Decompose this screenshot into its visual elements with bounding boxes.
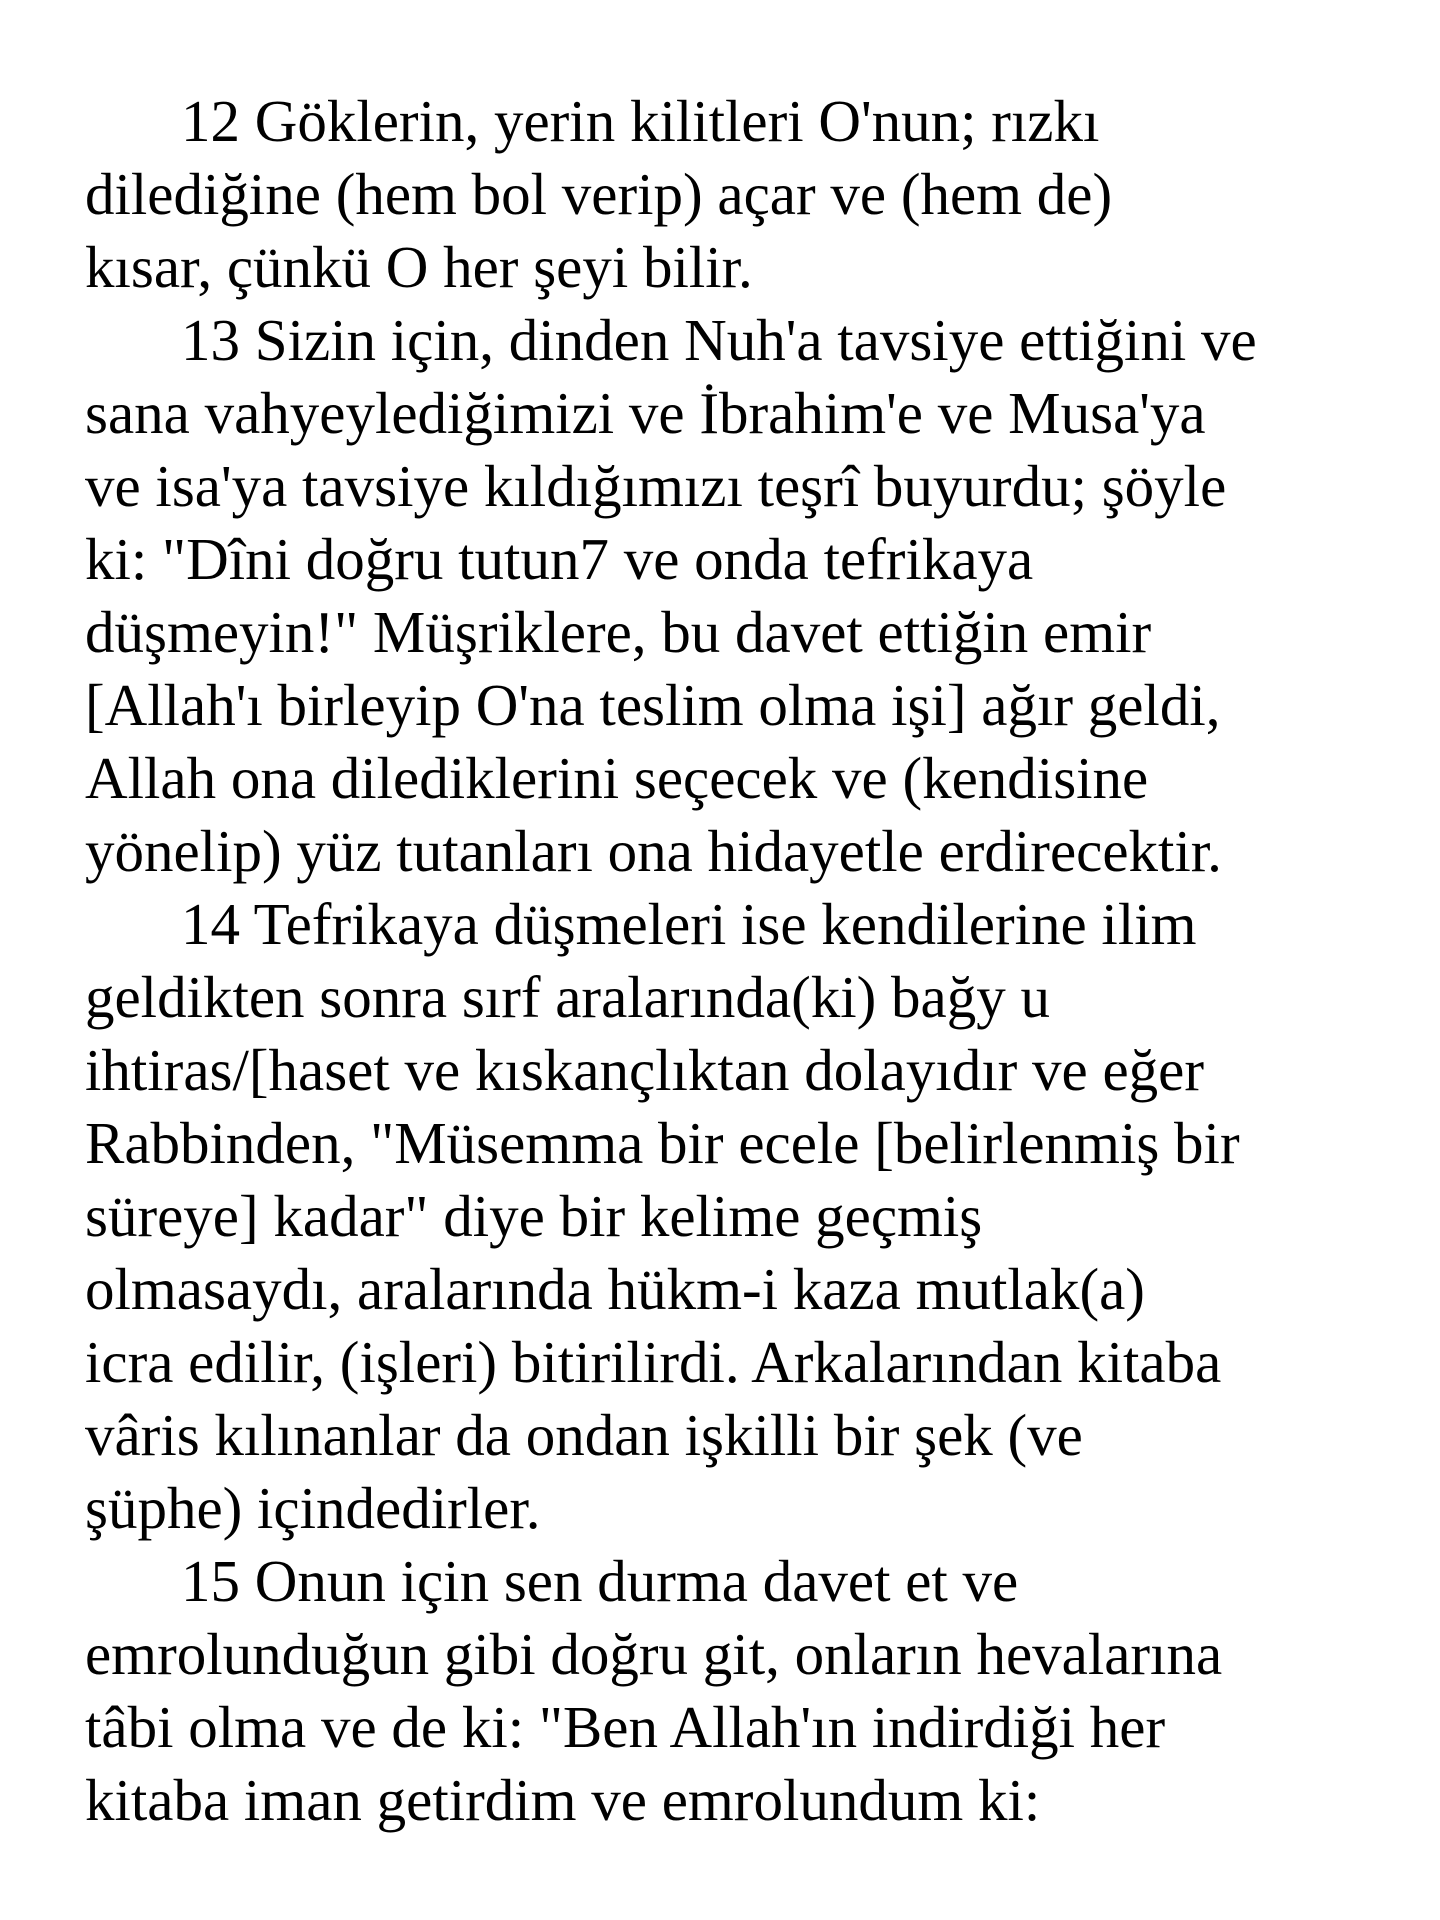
text-line: Rabbinden, "Müsemma bir ecele [belirlenmiş bir [85, 1110, 1240, 1176]
text-line: kitaba iman getirdim ve emrolundum ki: [85, 1767, 1041, 1833]
text-line: icra edilir, (işleri) bitirilirdi. Arkalarından kitaba [85, 1329, 1222, 1395]
text-line: dilediğine (hem bol verip) açar ve (hem de) [85, 161, 1113, 227]
verse-14 [85, 888, 1405, 1545]
text-line: geldikten sonra sırf aralarında(ki) bağy u [85, 964, 1050, 1030]
text-line: yönelip) yüz tutanları ona hidayetle erdirecektir. [85, 818, 1222, 884]
text-line: sana vahyeylediğimizi ve İbrahim'e ve Musa'ya [85, 380, 1206, 446]
text-line: süreye] kadar" diye bir kelime geçmiş [85, 1183, 983, 1249]
text-line: ihtiras/[haset ve kıskançlıktan dolayıdır ve eğer [85, 1037, 1204, 1103]
text-line: 14 Tefrikaya düşmeleri ise kendilerine ilim [181, 891, 1197, 957]
text-line: düşmeyin!" Müşriklere, bu davet ettiğin emir [85, 599, 1152, 665]
text-line: 15 Onun için sen durma davet et ve [181, 1548, 1019, 1614]
text-line: 12 Göklerin, yerin kilitleri O'nun; rızkı [181, 88, 1100, 154]
verse-12 [85, 85, 1405, 304]
text-line: şüphe) içindedirler. [85, 1475, 541, 1541]
verse-15 [85, 1545, 1405, 1837]
text-line: ki: "Dîni doğru tutun7 ve onda tefrikaya [85, 526, 1034, 592]
text-line: olmasaydı, aralarında hükm-i kaza mutlak(a) [85, 1256, 1145, 1322]
text-line: vâris kılınanlar da ondan işkilli bir şek (ve [85, 1402, 1083, 1468]
text-line: 13 Sizin için, dinden Nuh'a tavsiye ettiğini ve [181, 307, 1257, 373]
text-line: emrolunduğun gibi doğru git, onların hevalarına [85, 1621, 1223, 1687]
text-line: kısar, çünkü O her şeyi bilir. [85, 234, 753, 300]
verse-13 [85, 304, 1405, 888]
text-line: Allah ona dilediklerini seçecek ve (kendisine [85, 745, 1149, 811]
body-text [85, 85, 1405, 1837]
text-line: [Allah'ı birleyip O'na teslim olma işi] ağır geldi, [85, 672, 1221, 738]
text-line: ve isa'ya tavsiye kıldığımızı teşrî buyurdu; şöyle [85, 453, 1227, 519]
text-line: tâbi olma ve de ki: "Ben Allah'ın indirdiği her [85, 1694, 1166, 1760]
